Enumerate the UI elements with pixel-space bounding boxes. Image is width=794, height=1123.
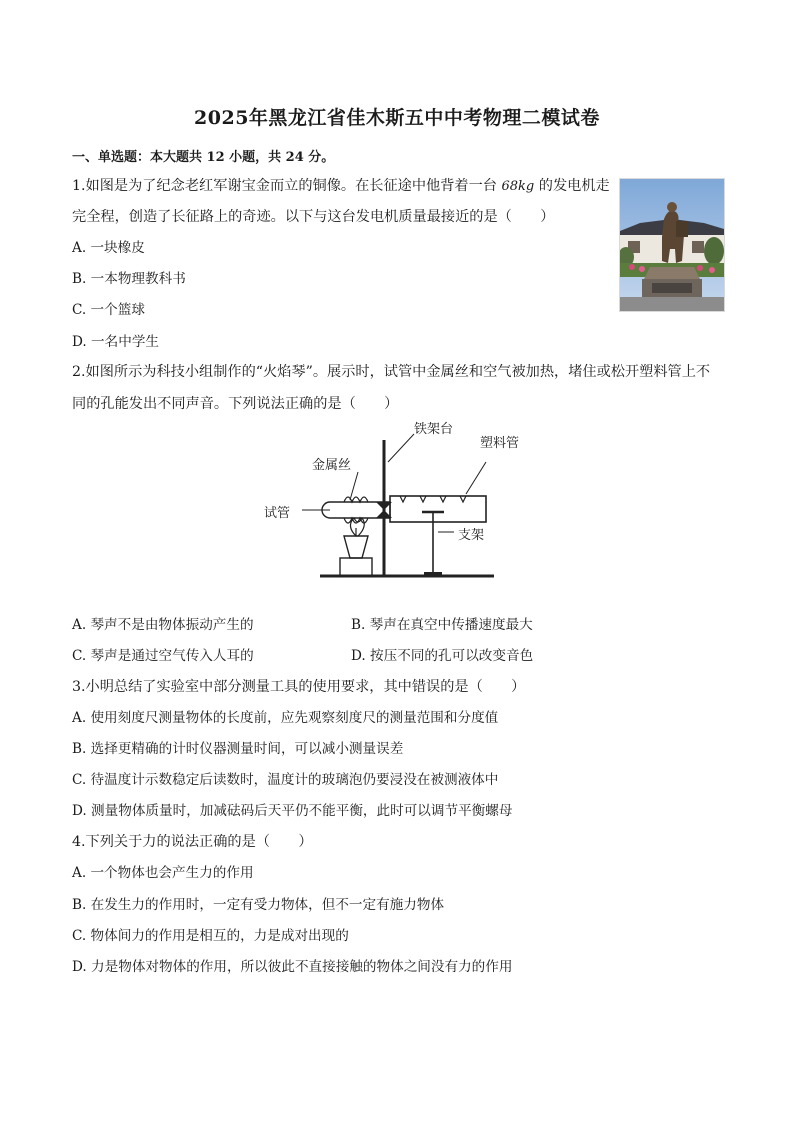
label-plastic-tube: 塑料管 <box>480 436 520 451</box>
question-2-option-c: C. 琴声是通过空气传入人耳的 <box>72 648 254 664</box>
question-1-option-a: A. 一块橡皮 <box>72 240 145 256</box>
question-1-option-c: C. 一个篮球 <box>72 302 145 318</box>
section-heading: 一、单选题：本大题共 12 小题，共 24 分。 <box>72 150 335 165</box>
question-4-option-a: A. 一个物体也会产生力的作用 <box>72 865 254 881</box>
question-1-option-d: D. 一名中学生 <box>72 334 160 350</box>
question-1-stem-part-b: 的发电机走 <box>538 178 610 194</box>
question-3-option-d: D. 测量物体质量时，加减砝码后天平仍不能平衡，此时可以调节平衡螺母 <box>72 803 513 819</box>
question-1-option-b: B. 一本物理教科书 <box>72 271 186 287</box>
question-3-stem <box>72 678 525 696</box>
question-2-number: 2. <box>72 364 86 380</box>
label-test-tube: 试管 <box>264 506 291 521</box>
question-3-option-c: C. 待温度计示数稳定后读数时，温度计的玻璃泡仍要浸没在被测液体中 <box>72 772 499 788</box>
label-support: 支架 <box>458 528 485 543</box>
question-3-option-b: B. 选择更精确的计时仪器测量时间，可以减小测量误差 <box>72 741 404 757</box>
question-4-option-d: D. 力是物体对物体的作用，所以彼此不直接接触的物体之间没有力的作用 <box>72 959 513 975</box>
question-2-option-d: D. 按压不同的孔可以改变音色 <box>351 648 534 664</box>
question-4-number: 4. <box>72 834 86 850</box>
question-4-stem <box>72 833 313 851</box>
question-1-stem-line-1 <box>72 177 610 196</box>
question-1-stem-part-a: 如图是为了纪念老红军谢宝金而立的铜像。在长征途中他背着一台 <box>85 178 497 194</box>
question-3-number: 3. <box>72 679 86 695</box>
question-2-stem-part-1: 如图所示为科技小组制作的“火焰琴”。展示时，试管中金属丝和空气被加热，堵住或松开塑料管上不 <box>85 364 711 380</box>
label-metal-wire: 金属丝 <box>312 458 352 473</box>
question-4-stem-text: 下列关于力的说法正确的是（ ） <box>85 834 313 850</box>
question-2-option-b: B. 琴声在真空中传播速度最大 <box>351 617 533 633</box>
question-4-option-c: C. 物体间力的作用是相互的，力是成对出现的 <box>72 928 349 944</box>
question-2-stem-line-1 <box>72 363 710 381</box>
question-1-mass-value: 68kg <box>501 179 535 194</box>
question-2-stem-line-2: 同的孔能发出不同声音。下列说法正确的是（ ） <box>72 396 399 412</box>
question-3-stem-text: 小明总结了实验室中部分测量工具的使用要求，其中错误的是（ ） <box>85 679 526 695</box>
statue-photo-icon <box>619 178 725 312</box>
exam-title: 2025年黑龙江省佳木斯五中中考物理二模试卷 <box>194 107 600 129</box>
label-iron-stand: 铁架台 <box>414 422 454 437</box>
question-4-option-b: B. 在发生力的作用时，一定有受力物体，但不一定有施力物体 <box>72 897 445 913</box>
question-1-number: 1. <box>72 178 86 194</box>
question-3-option-a: A. 使用刻度尺测量物体的长度前，应先观察刻度尺的测量范围和分度值 <box>72 710 499 726</box>
flame-harp-diagram <box>254 410 544 592</box>
question-1-stem-line-2: 完全程，创造了长征路上的奇迹。以下与这台发电机质量最接近的是（ ） <box>72 209 555 225</box>
question-2-option-a: A. 琴声不是由物体振动产生的 <box>72 617 254 633</box>
